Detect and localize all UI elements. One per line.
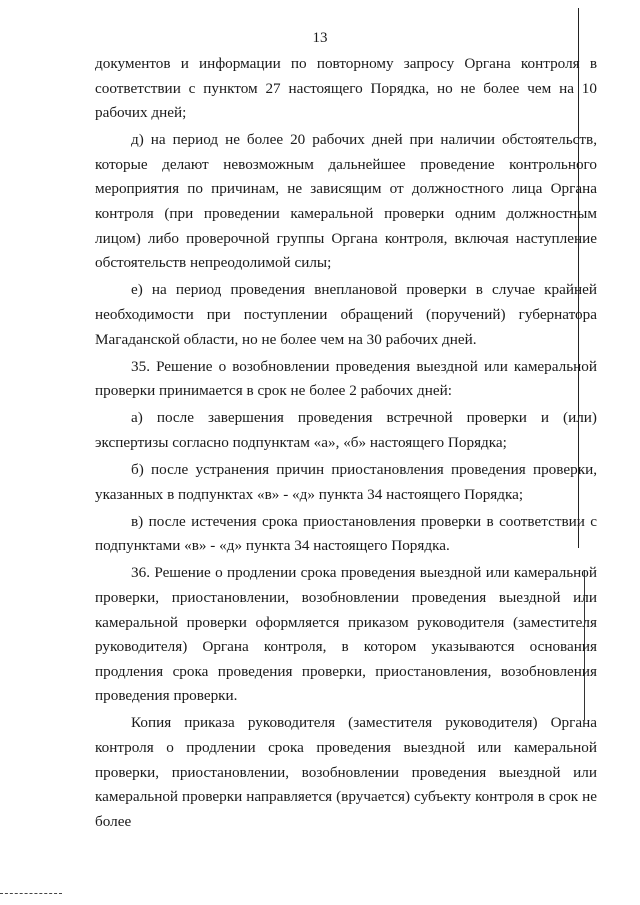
document-body bbox=[95, 52, 597, 837]
paragraph: документов и информации по повторному запросу Органа контроля в соответствии с пунктом 27 настоящего Порядка, но не более чем на 10 рабочих дней; bbox=[95, 55, 597, 122]
paragraph: 36. Решение о продлении срока проведения выездной или камеральной проверки, приостановлении, возобновлении проведения выездной или камеральной проверки оформляется приказом руководителя (заместителя руководителя) Органа контроля, в котором указываются основания продления срока проведения проверки, приостановления, возобновления проведения проверки. bbox=[95, 564, 597, 705]
paragraph: б) после устранения причин приостановления проведения проверки, указанных в подпунктах «в» - «д» пункта 34 настоящего Порядка; bbox=[95, 461, 597, 503]
paragraph: е) на период проведения внеплановой проверки в случае крайней необходимости при поступлении обращений (поручений) губернатора Магаданской области, но не более чем на 30 рабочих дней. bbox=[95, 281, 597, 348]
paragraph: Копия приказа руководителя (заместителя руководителя) Органа контроля о продлении срока проведения выездной или камеральной проверки, приостановлении, возобновлении проведения выездной или камеральной проверки направляется (вручается) субъекту контроля в срок не более bbox=[95, 714, 597, 830]
page-number: 13 bbox=[312, 30, 328, 46]
paragraph: д) на период не более 20 рабочих дней при наличии обстоятельств, которые делают невозможным дальнейшее проведение контрольного мероприятия по причинам, не зависящим от должностного лица Органа контроля (при проведении камеральной проверки одним должностным лицом) либо проверочной группы Органа контроля, включая наступление обстоятельств непреодолимой силы; bbox=[95, 131, 597, 272]
footer-divider bbox=[0, 893, 62, 895]
paragraph: в) после истечения срока приостановления проверки в соответствии с подпунктами «в» - «д» пункта 34 настоящего Порядка. bbox=[95, 512, 597, 555]
paragraph: а) после завершения проведения встречной проверки и (или) экспертизы согласно подпунктам «а», «б» настоящего Порядка; bbox=[95, 409, 597, 451]
paragraph: 35. Решение о возобновлении проведения выездной или камеральной проверки принимается в срок не более 2 рабочих дней: bbox=[95, 357, 597, 400]
